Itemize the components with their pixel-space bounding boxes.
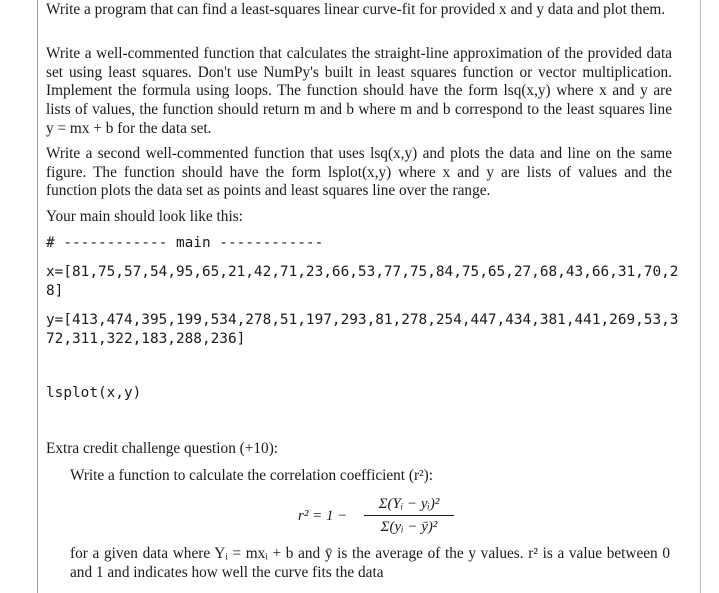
extra-credit-explanation: for a given data where Yᵢ = mxᵢ + b and ȳ is the average of the y values. r² is a value between 0 and 1 and indicates how well the curve fits the data xyxy=(70,545,670,581)
code-call-line: lsplot(x,y) xyxy=(46,385,142,401)
extra-credit-title: Extra credit challenge question (+10): xyxy=(46,440,279,457)
function1-paragraph: Write a well-commented function that calculates the straight-line approximation of the provided data set using least squares. Don't use NumPy's built in least squares function or vector multiplication. Implement the formula using loops. The function should have the form lsq(x,y) where x and y are lists of values, the function should return m and b where m and b correspond to the least squares line y = mx + b for the data set. xyxy=(46,45,672,137)
page-border-left xyxy=(37,0,38,593)
page-border-right xyxy=(700,0,701,593)
function2-paragraph: Write a second well-commented function that uses lsq(x,y) and plots the data and line on the same figure. The function should have the form lsplot(x,y) where x and y are lists of values and the function plots the data set as points and least squares line over the range. xyxy=(46,145,672,200)
formula-fraction xyxy=(364,494,454,537)
formula-denominator: Σ(yᵢ − ȳ)² xyxy=(380,519,438,535)
fraction-bar xyxy=(364,515,454,516)
main-intro-text: Your main should look like this: xyxy=(46,208,243,225)
formula-lhs: r² = 1 − xyxy=(298,508,348,524)
extra-credit-task: Write a function to calculate the correlation coefficient (r²): xyxy=(70,467,433,484)
code-comment-line: # ------------ main ------------ xyxy=(46,235,324,251)
formula-numerator: Σ(Yᵢ − yᵢ)² xyxy=(378,496,440,512)
code-x-line: x=[81,75,57,54,95,65,21,42,71,23,66,53,77,75,84,75,65,27,68,43,66,31,70,28] xyxy=(46,264,679,299)
code-y-line: y=[413,474,395,199,534,278,51,197,293,81,278,254,447,434,381,441,269,53,372,311,322,183,288,236] xyxy=(46,312,679,347)
intro-paragraph: Write a program that can find a least-squares linear curve-fit for provided x and y data and plot them. xyxy=(46,1,666,18)
